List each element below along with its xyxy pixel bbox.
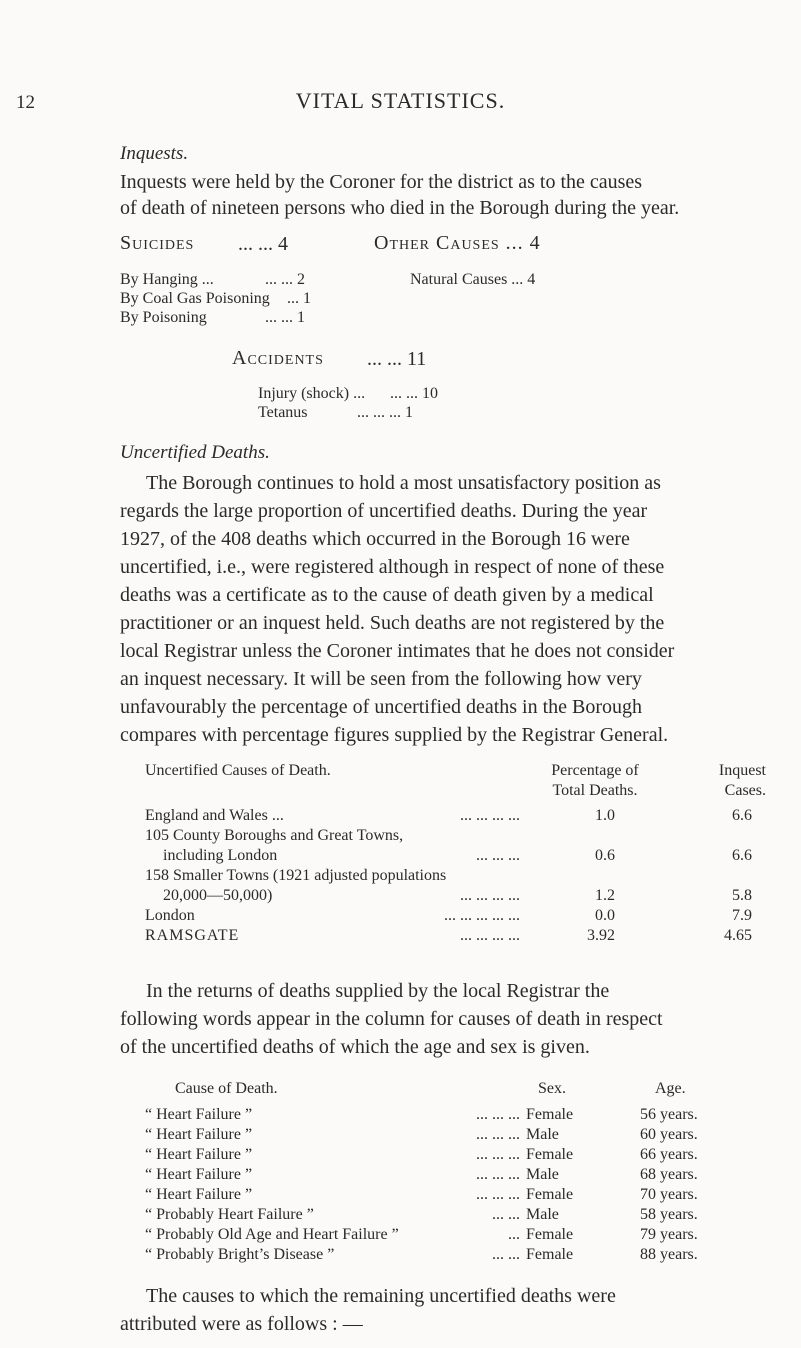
suicide-item-value: ... 1 xyxy=(287,290,311,307)
table-row-percentage: 0.6 xyxy=(595,847,615,864)
returns-row-dots: ... ... xyxy=(492,1206,520,1223)
returns-row-cause: “ Heart Failure ” xyxy=(145,1186,253,1203)
table-row-dots: ... ... ... xyxy=(476,847,520,864)
table-header-inquest: Inquest xyxy=(718,762,766,779)
table-row-label: 158 Smaller Towns (1921 adjusted populations xyxy=(145,867,447,884)
paragraph-line: unfavourably the percentage of uncertified deaths in the Borough xyxy=(120,696,643,718)
accidents-total: ... ... 11 xyxy=(367,348,427,370)
returns-row-age: 60 years. xyxy=(640,1126,698,1143)
paragraph-line: attributed were as follows : — xyxy=(120,1313,363,1335)
table-row-dots: ... ... ... ... xyxy=(460,887,520,904)
table-row-percentage: 1.2 xyxy=(595,887,615,904)
inquests-intro-line-2: of death of nineteen persons who died in the Borough during the year. xyxy=(120,197,680,219)
returns-row-age: 56 years. xyxy=(640,1106,698,1123)
returns-paragraph xyxy=(120,977,770,1061)
suicide-item-label: By Poisoning xyxy=(120,309,207,326)
table-row-label: England and Wales ... xyxy=(145,807,284,824)
paragraph-line: In the returns of deaths supplied by the local Registrar the xyxy=(146,980,610,1002)
table-row-inquest: 6.6 xyxy=(732,807,752,824)
table-header-percentage: Percentage of xyxy=(551,762,639,779)
returns-row-age: 66 years. xyxy=(640,1146,698,1163)
returns-header-sex: Sex. xyxy=(538,1080,566,1097)
remaining-paragraph xyxy=(120,1282,770,1338)
other-causes-heading: Other Causes ... 4 xyxy=(374,232,541,254)
table-row-label: including London xyxy=(163,847,278,864)
paragraph-line: uncertified, i.e., were registered although in respect of none of these xyxy=(120,556,665,578)
returns-header-cause: Cause of Death. xyxy=(175,1080,278,1097)
suicide-item-value: ... ... 1 xyxy=(265,309,305,326)
table-row-inquest: 5.8 xyxy=(732,887,752,904)
returns-row-cause: “ Heart Failure ” xyxy=(145,1146,253,1163)
returns-row-cause: “ Heart Failure ” xyxy=(145,1126,253,1143)
returns-row-dots: ... ... ... xyxy=(476,1146,520,1163)
paragraph-line: following words appear in the column for causes of death in respect xyxy=(120,1008,663,1030)
inquests-heading: Inquests. xyxy=(120,143,189,164)
returns-row-age: 70 years. xyxy=(640,1186,698,1203)
table-row-label: 20,000—50,000) xyxy=(163,887,273,904)
returns-row-cause: “ Probably Bright’s Disease ” xyxy=(145,1246,335,1263)
table-header-cause: Uncertified Causes of Death. xyxy=(145,762,331,779)
uncertified-paragraph xyxy=(120,469,770,749)
returns-row-sex: Female xyxy=(526,1226,574,1243)
suicides-heading: Suicides xyxy=(120,232,195,254)
table-row-label: London xyxy=(145,907,195,924)
returns-row-dots: ... ... ... xyxy=(476,1126,520,1143)
returns-row-age: 79 years. xyxy=(640,1226,698,1243)
accident-item-value: ... ... ... 1 xyxy=(357,404,413,421)
returns-row-dots: ... ... ... xyxy=(476,1106,520,1123)
accident-item-value: ... ... 10 xyxy=(390,385,438,402)
table-row-dots: ... ... ... ... xyxy=(460,807,520,824)
table-row-percentage: 0.0 xyxy=(595,907,615,924)
returns-row-sex: Male xyxy=(526,1206,559,1223)
table-row-dots: ... ... ... ... ... xyxy=(444,907,520,924)
paragraph-line: 1927, of the 408 deaths which occurred in the Borough 16 were xyxy=(120,528,630,550)
accident-item-label: Tetanus xyxy=(258,404,308,421)
other-cause-item: Natural Causes ... 4 xyxy=(410,271,536,288)
running-head: VITAL STATISTICS. xyxy=(295,88,506,113)
returns-row-age: 68 years. xyxy=(640,1166,698,1183)
table-row-percentage: 3.92 xyxy=(587,927,615,944)
paragraph-line: of the uncertified deaths of which the age and sex is given. xyxy=(120,1036,590,1058)
table-row-label: RAMSGATE xyxy=(145,927,240,944)
accidents-heading: Accidents xyxy=(232,347,324,369)
returns-header-age: Age. xyxy=(655,1080,686,1097)
paragraph-line: regards the large proportion of uncertified deaths. During the year xyxy=(120,500,648,522)
returns-row-sex: Female xyxy=(526,1146,574,1163)
table-row-inquest: 7.9 xyxy=(732,907,752,924)
suicide-item-value: ... ... 2 xyxy=(265,271,305,288)
returns-row-sex: Male xyxy=(526,1126,559,1143)
paragraph-line: an inquest necessary. It will be seen from the following how very xyxy=(120,668,642,690)
inquests-intro-line-1: Inquests were held by the Coroner for the district as to the causes xyxy=(120,171,643,193)
table-header-inquest-2: Cases. xyxy=(724,782,766,799)
suicide-item-label: By Hanging ... xyxy=(120,271,214,288)
table-row-inquest: 6.6 xyxy=(732,847,752,864)
page-number: 12 xyxy=(16,92,35,113)
uncertified-heading: Uncertified Deaths. xyxy=(120,442,270,463)
table-header-percentage-2: Total Deaths. xyxy=(552,782,638,799)
suicide-item-label: By Coal Gas Poisoning xyxy=(120,290,270,307)
paragraph-line: The Borough continues to hold a most unsatisfactory position as xyxy=(146,472,661,494)
returns-row-age: 58 years. xyxy=(640,1206,698,1223)
suicides-total: ... ... 4 xyxy=(238,233,288,255)
accident-item-label: Injury (shock) ... xyxy=(258,385,366,402)
table-row-inquest: 4.65 xyxy=(724,927,752,944)
returns-row-dots: ... ... ... xyxy=(476,1166,520,1183)
returns-row-sex: Female xyxy=(526,1246,574,1263)
table-row-label: 105 County Boroughs and Great Towns, xyxy=(145,827,404,844)
paragraph-line: practitioner or an inquest held. Such deaths are not registered by the xyxy=(120,612,665,634)
returns-row-age: 88 years. xyxy=(640,1246,698,1263)
returns-row-dots: ... xyxy=(508,1226,520,1243)
paragraph-line: The causes to which the remaining uncertified deaths were xyxy=(146,1285,616,1307)
table-row-percentage: 1.0 xyxy=(595,807,615,824)
table-row-dots: ... ... ... ... xyxy=(460,927,520,944)
paragraph-line: compares with percentage figures supplied by the Registrar General. xyxy=(120,724,669,746)
returns-row-dots: ... ... ... xyxy=(476,1186,520,1203)
returns-row-cause: “ Probably Heart Failure ” xyxy=(145,1206,314,1223)
paragraph-line: deaths was a certificate as to the cause of death given by a medical xyxy=(120,584,654,606)
returns-row-sex: Female xyxy=(526,1186,574,1203)
paragraph-line: local Registrar unless the Coroner intimates that he does not consider xyxy=(120,640,675,662)
returns-row-sex: Male xyxy=(526,1166,559,1183)
returns-row-cause: “ Heart Failure ” xyxy=(145,1106,253,1123)
returns-row-dots: ... ... xyxy=(492,1246,520,1263)
returns-row-cause: “ Heart Failure ” xyxy=(145,1166,253,1183)
returns-row-sex: Female xyxy=(526,1106,574,1123)
returns-row-cause: “ Probably Old Age and Heart Failure ” xyxy=(145,1226,399,1243)
